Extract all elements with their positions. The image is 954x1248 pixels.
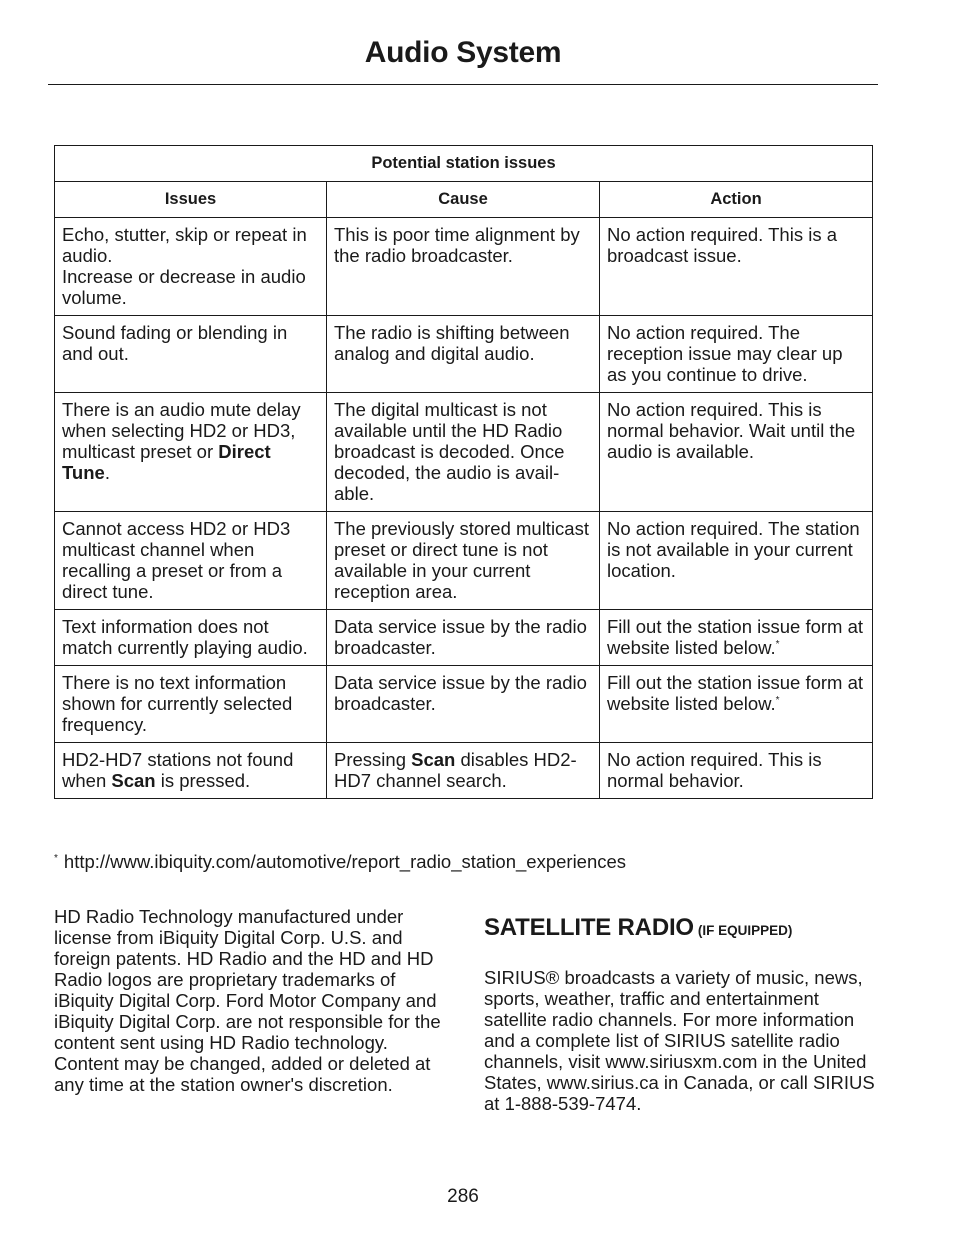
issue-cell: Text information does not match currently playing audio. [55, 610, 327, 666]
cause-cell: This is poor time alignment by the radio broadcaster. [327, 218, 600, 316]
action-cell [600, 610, 873, 666]
issue-text: Echo, stutter, skip or repeat in audio. [62, 224, 307, 266]
table-caption: Potential station issues [55, 146, 873, 182]
action-cell: No action required. The reception issue may clear up as you continue to drive. [600, 316, 873, 393]
action-text: Fill out the station issue form at website listed below. [607, 672, 864, 714]
footnote-url: http://www.ibiquity.com/automotive/report_radio_station_experiences [63, 851, 627, 872]
if-equipped-label: (IF EQUIPPED) [697, 923, 793, 938]
action-cell: No action required. This is normal behavior. [600, 743, 873, 799]
cause-cell: Data service issue by the radio broadcaster. [327, 610, 600, 666]
issue-text: is pressed. [155, 770, 251, 791]
table-footnote [54, 851, 626, 873]
satellite-radio-heading [484, 914, 792, 942]
action-cell: No action required. The station is not available in your current location. [600, 512, 873, 610]
cause-cell: The digital multicast is not available until the HD Radio broadcast is decoded. Once decoded, the audio is avail-able. [327, 393, 600, 512]
station-issues-table [54, 145, 873, 799]
action-cell [600, 666, 873, 743]
issue-cell: Cannot access HD2 or HD3 multicast channel when recalling a preset or from a direct tune. [55, 512, 327, 610]
table-row [55, 316, 873, 393]
table-row [55, 393, 873, 512]
issue-cell [55, 743, 327, 799]
table-row [55, 610, 873, 666]
satellite-heading-text: SATELLITE RADIO [484, 914, 694, 941]
direct-tune-label: Direct Tune [62, 441, 271, 483]
table-row [55, 218, 873, 316]
scan-label: Scan [111, 770, 156, 791]
satellite-radio-paragraph: SIRIUS® broadcasts a variety of music, news, sports, weather, traffic and entertainment satellite radio channels. For more information and a complete list of SIRIUS satellite radio channels, visit www.siriusxm.com in the United States, www.sirius.ca in Canada, or call SIRIUS at 1-888-539-7474. [484, 967, 875, 1114]
title-divider [48, 84, 878, 85]
action-text: Fill out the station issue form at website listed below. [607, 616, 864, 658]
issue-text: There is an audio mute delay when selecting HD2 or HD3, multicast preset or [62, 399, 301, 462]
cause-text: disables HD2-HD7 channel search. [334, 749, 577, 791]
issue-text: HD2-HD7 stations not found when [62, 749, 294, 791]
table-row [55, 666, 873, 743]
page-title: Audio System [364, 36, 562, 69]
footnote-marker: * [54, 852, 58, 864]
footnote-marker: * [775, 694, 780, 706]
column-header-cause: Cause [327, 182, 600, 218]
cause-cell: Data service issue by the radio broadcaster. [327, 666, 600, 743]
cause-cell: The radio is shifting between analog and digital audio. [327, 316, 600, 393]
table-row [55, 512, 873, 610]
cause-cell: The previously stored multicast preset or direct tune is not available in your current reception area. [327, 512, 600, 610]
action-cell: No action required. This is a broadcast issue. [600, 218, 873, 316]
footnote-marker: * [775, 638, 780, 650]
issue-text: . [104, 462, 110, 483]
cause-cell [327, 743, 600, 799]
page-number: 286 [447, 1186, 479, 1207]
hd-radio-paragraph: HD Radio Technology manufactured under license from iBiquity Digital Corp. U.S. and foreign patents. HD Radio and the HD and HD Radio logos are proprietary trademarks of iBiquity Digital Corp. Ford Motor Company and iBiquity Digital Corp. are not responsible for the content sent using HD Radio technology. Content may be changed, added or deleted at any time at the station owner's discretion. [54, 906, 441, 1095]
column-header-action: Action [600, 182, 873, 218]
issue-cell [55, 218, 327, 316]
action-cell: No action required. This is normal behavior. Wait until the audio is available. [600, 393, 873, 512]
issue-cell: Sound fading or blending in and out. [55, 316, 327, 393]
cause-text: Pressing [334, 749, 412, 770]
issue-cell [55, 393, 327, 512]
table-row [55, 743, 873, 799]
column-header-issues: Issues [55, 182, 327, 218]
issue-cell: There is no text information shown for currently selected frequency. [55, 666, 327, 743]
issue-text: Increase or decrease in audio volume. [62, 266, 306, 308]
scan-label: Scan [411, 749, 456, 770]
